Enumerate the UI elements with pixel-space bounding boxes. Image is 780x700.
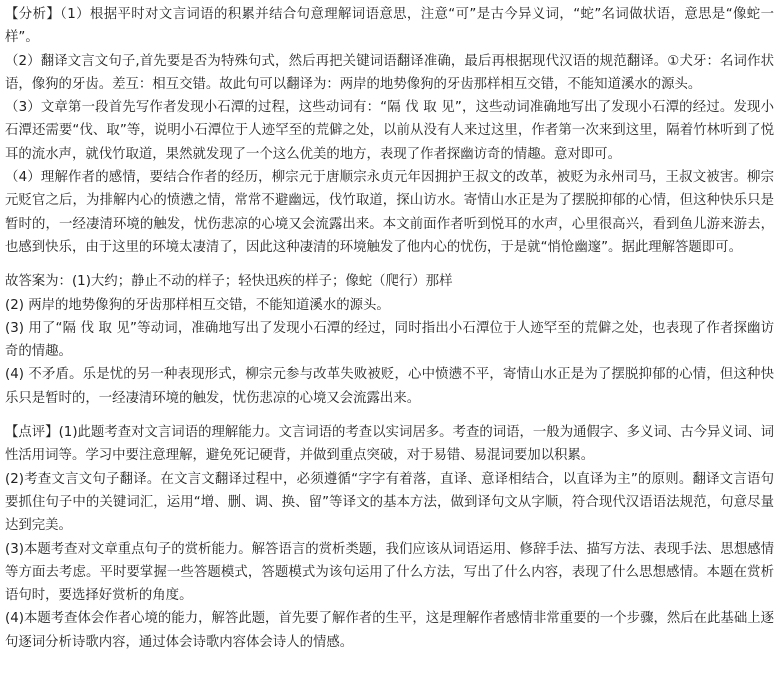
comment-section [5,421,774,654]
analysis-paragraph-2: （2）翻译文言文句子,首先要是否为特殊句式，然后再把关键词语翻译准确，最后再根据现代汉语的规范翻译。①犬牙：名词作状语，像狗的牙齿。差互：相互交错。故此句可以翻译为：两岸的地势像狗的牙齿那样相互交错，不能知道溪水的源头。 [5,53,774,92]
answer-line-3: (3) 用了“隔 伐 取 见”等动词，准确地写出了发现小石潭的经过，同时指出小石潭位于人迹罕至的荒僻之处，也表现了作者探幽访奇的情趣。 [5,320,774,360]
comment-paragraph-2: (2)考查文言文句子翻译。在文言文翻译过程中，必须遵循“字字有着落，直译、意译相结合，以直译为主”的原则。翻译文言语句要抓住句子中的关键词汇，运用“增、删、调、换、留”等译文的基本方法，做到译句文从字顺，符合现代汉语语法规范，句意尽量达到完美。 [5,471,774,534]
comment-paragraph-1: 【点评】(1)此题考查对文言词语的理解能力。文言词语的考查以实词居多。考查的词语，一般为通假字、多义词、古今异义词、词性活用词等。学习中要注意理解，避免死记硬背，并做到重点突破，对于易错、易混词要加以积累。 [5,425,774,464]
section-spacer [5,410,774,421]
analysis-paragraph-1: 【分析】（1）根据平时对文言词语的积累并结合句意理解词语意思，注意“可”是古今异义词，“蛇”名词做状语，意思是“像蛇一样”。 [5,7,774,46]
analysis-paragraph-4: （4）理解作者的感情，要结合作者的经历，柳宗元于唐顺宗永贞元年因拥护王叔文的改革，被贬为永州司马，王叔文被害。柳宗元贬官之后，为排解内心的愤懑之情，常常不避幽远，伐竹取道，探山访水。寄情山水正是为了摆脱抑郁的心情，但这种快乐只是暂时的，一经凄清环境的触发，忧伤悲凉的心境又会流露出来。本文前面作者听到悦耳的水声，心里很高兴，看到鱼儿游来游去，也感到快乐，由于这里的环境太凄清了，因此这种凄清的环境触发了他内心的忧伤，于是就“悄怆幽邃”。据此理解答题即可。 [5,170,774,255]
answer-line-4: (4) 不矛盾。乐是忧的另一种表现形式，柳宗元参与改革失败被贬，心中愤懑不平，寄情山水正是为了摆脱抑郁的心情，但这种快乐只是暂时的，一经凄清环境的触发，忧伤悲凉的心境又会流露出来。 [5,367,774,406]
answer-section [5,270,774,410]
comment-paragraph-4: (4)本题考查体会作者心境的能力，解答此题，首先要了解作者的生平，这是理解作者感情非常重要的一个步骤，然后在此基础上逐句逐词分析诗歌内容，通过体会诗歌内容体会诗人的情感。 [5,611,774,650]
answer-line-1: 故答案为：(1)大约；静止不动的样子；轻快迅疾的样子；像蛇（爬行）那样 [5,274,453,290]
section-spacer [5,259,774,270]
answer-line-2: (2) 两岸的地势像狗的牙齿那样相互交错，不能知道溪水的源头。 [5,297,390,313]
analysis-section [5,3,774,259]
comment-paragraph-3: (3)本题考查对文章重点句子的赏析能力。解答语言的赏析类题，我们应该从词语运用、修辞手法、描写方法、表现手法、思想感情等方面去考虑。平时要掌握一些答题模式，答题模式为该句运用了什么方法，写出了什么内容，表现了什么思想感情。本题在赏析语句时，要选择好赏析的角度。 [5,541,774,604]
analysis-paragraph-3: （3）文章第一段首先写作者发现小石潭的过程，这些动词有：“隔 伐 取 见”，这些动词准确地写出了发现小石潭的经过。发现小石潭还需要“伐、取”等，说明小石潭位于人迹罕至的荒僻之处，以前从没有人来过这里，作者第一次来到这里，隔着竹林听到了悦耳的流水声，就伐竹取道，果然就发现了一个这么优美的地方，表现了作者探幽访奇的情趣。意对即可。 [5,100,774,162]
